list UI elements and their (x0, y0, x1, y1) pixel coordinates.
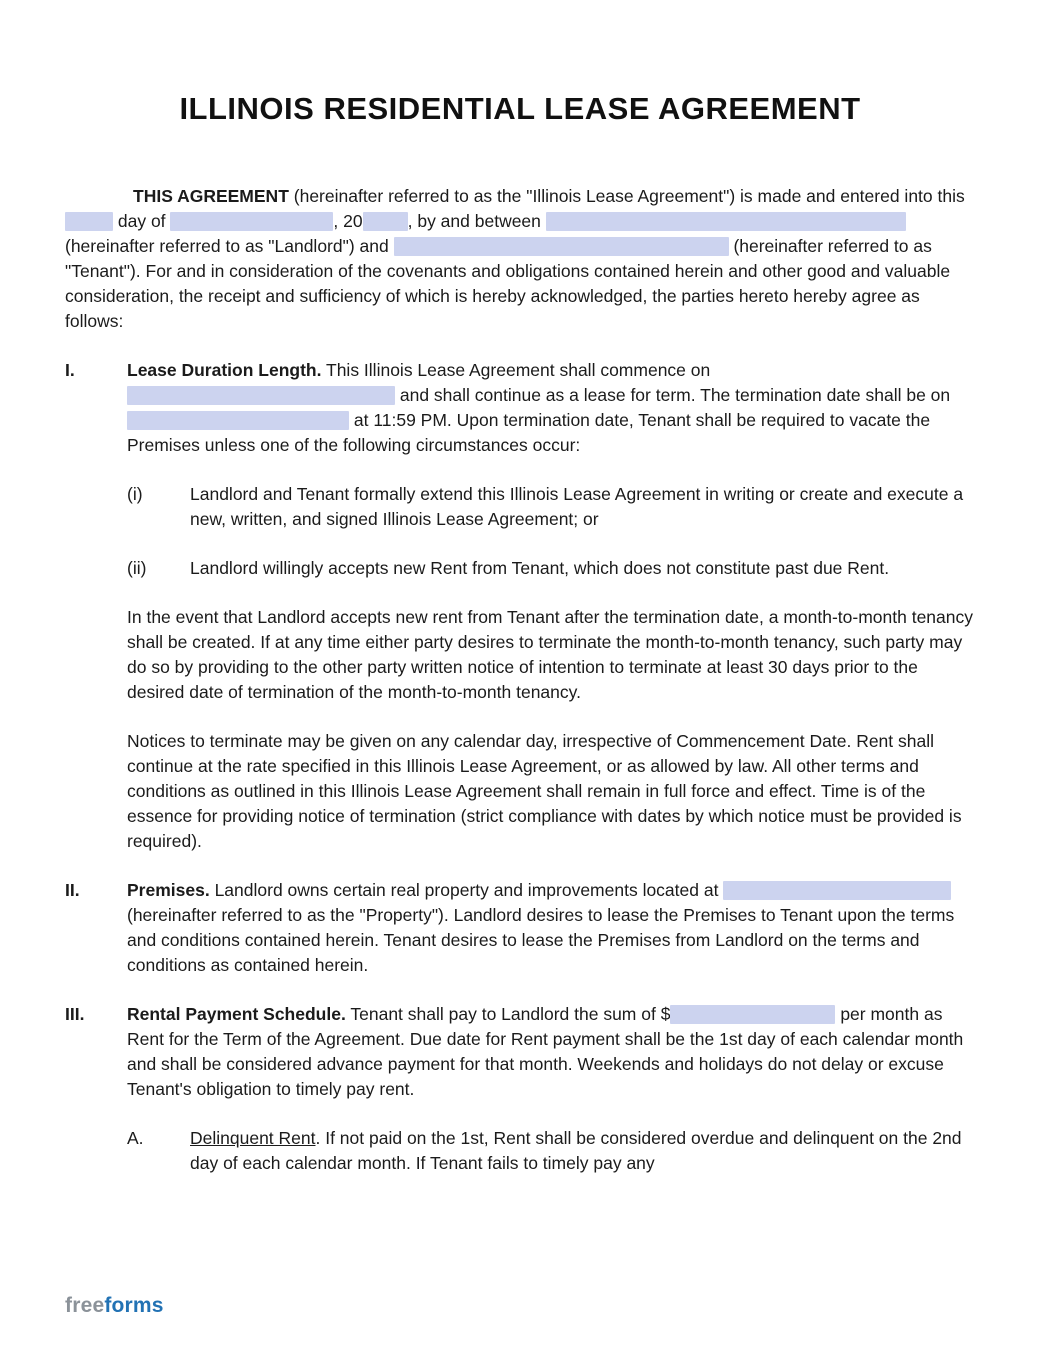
section-rental-payment (65, 1002, 975, 1200)
intro-segment: (hereinafter referred to as the "Illinois Lease Agreement") is made and entered into this (288, 186, 965, 206)
blank-property-address[interactable] (723, 881, 951, 900)
blank-agreement-year[interactable] (363, 212, 408, 231)
section-segment: at 11:59 PM. Upon termination date, Tenant shall be required to vacate the Premises unless one of the following circumstances occur: (127, 410, 931, 455)
intro-segment: , by and between (407, 211, 546, 231)
section-lead-paragraph (127, 1002, 975, 1102)
section-segment: Landlord owns certain real property and improvements located at (209, 880, 724, 900)
section-segment: (hereinafter referred to as the "Property"). Landlord desires to lease the Premises to Tenant upon the terms and conditions contained herein. Tenant desires to lease the Premises from Landlord on the terms and conditions as contained herein. (127, 905, 955, 975)
section-heading: Lease Duration Length. (127, 360, 322, 380)
intro-segment: (hereinafter referred to as "Tenant"). For and in consideration of the covenants and obligations contained herein and other good and valuable consideration, the receipt and sufficiency of which is hereby acknowledged, the parties hereto hereby agree as follows: (65, 236, 951, 331)
document-title: ILLINOIS RESIDENTIAL LEASE AGREEMENT (179, 91, 861, 126)
intro-paragraph (65, 184, 975, 334)
section-number: II. (65, 880, 80, 900)
section-segment: per month as Rent for the Term of the Agreement. Due date for Rent payment shall be the 1st day of each calendar month and shall be considered advance payment for that month. Weekends and holidays do not delay or excuse Tenant's obligation to timely pay rent. (127, 1004, 964, 1099)
delinquent-rent-heading: Delinquent Rent (190, 1128, 316, 1148)
blank-agreement-day[interactable] (65, 212, 113, 231)
list-item-segment: . If not paid on the 1st, Rent shall be considered overdue and delinquent on the 2nd day of each calendar month. If Tenant fails to timely pay any (190, 1128, 962, 1173)
section-segment: and shall continue as a lease for term. The termination date shall be on (395, 385, 951, 405)
freeforms-logo (65, 1293, 164, 1318)
intro-segment: day of (113, 211, 171, 231)
list-item-text (190, 1126, 975, 1176)
list-item-i (127, 482, 975, 532)
blank-agreement-month[interactable] (170, 212, 333, 231)
list-item-text: Landlord willingly accepts new Rent from Tenant, which does not constitute past due Rent. (190, 558, 890, 578)
list-item-marker: A. (127, 1128, 144, 1148)
list-item-a (127, 1126, 975, 1176)
section-segment: Tenant shall pay to Landlord the sum of $ (345, 1004, 671, 1024)
section-number: I. (65, 360, 75, 380)
blank-tenant-name[interactable] (394, 237, 729, 256)
intro-segment: , 20 (333, 211, 363, 231)
month-to-month-paragraph: In the event that Landlord accepts new rent from Tenant after the termination date, a month-to-month tenancy shall be created. If at any time either party desires to terminate the month-to-month tenancy, such party may do so by providing to the other party written notice of intention to terminate at least 30 days prior to the desired date of termination of the month-to-month tenancy. (127, 607, 974, 702)
intro-segment: (hereinafter referred to as "Landlord") and (65, 236, 394, 256)
logo-free-text: free (65, 1294, 105, 1317)
section-lease-duration (65, 358, 975, 878)
logo-forms-text: forms (104, 1294, 164, 1317)
section-content (127, 1002, 975, 1200)
section-heading: Premises. (127, 880, 210, 900)
section-premises (65, 878, 975, 1002)
section-segment: This Illinois Lease Agreement shall commence on (321, 360, 711, 380)
section-lead-paragraph (127, 358, 975, 458)
section-number: III. (65, 1004, 85, 1024)
section-heading: Rental Payment Schedule. (127, 1004, 346, 1024)
section-lead-paragraph (127, 878, 975, 978)
blank-rent-amount[interactable] (670, 1005, 835, 1024)
termination-notice-paragraph: Notices to terminate may be given on any calendar day, irrespective of Commencement Date. Rent shall continue at the rate specified in this Illinois Lease Agreement, or as allowed by law. All other terms and conditions as outlined in this Illinois Lease Agreement shall remain in full force and effect. Time is of the essence for providing notice of termination (strict compliance with dates by which notice must be provided is required). (127, 731, 962, 851)
blank-commencement-date[interactable] (127, 386, 395, 405)
blank-termination-date[interactable] (127, 411, 349, 430)
section-content (127, 358, 975, 878)
list-item-marker: (i) (127, 484, 143, 504)
intro-lead: THIS AGREEMENT (133, 186, 289, 206)
section-content (127, 878, 975, 1002)
list-item-ii (127, 556, 975, 581)
list-item-marker: (ii) (127, 558, 147, 578)
blank-landlord-name[interactable] (546, 212, 906, 231)
list-item-text: Landlord and Tenant formally extend this Illinois Lease Agreement in writing or create and execute a new, written, and signed Illinois Lease Agreement; or (190, 484, 964, 529)
